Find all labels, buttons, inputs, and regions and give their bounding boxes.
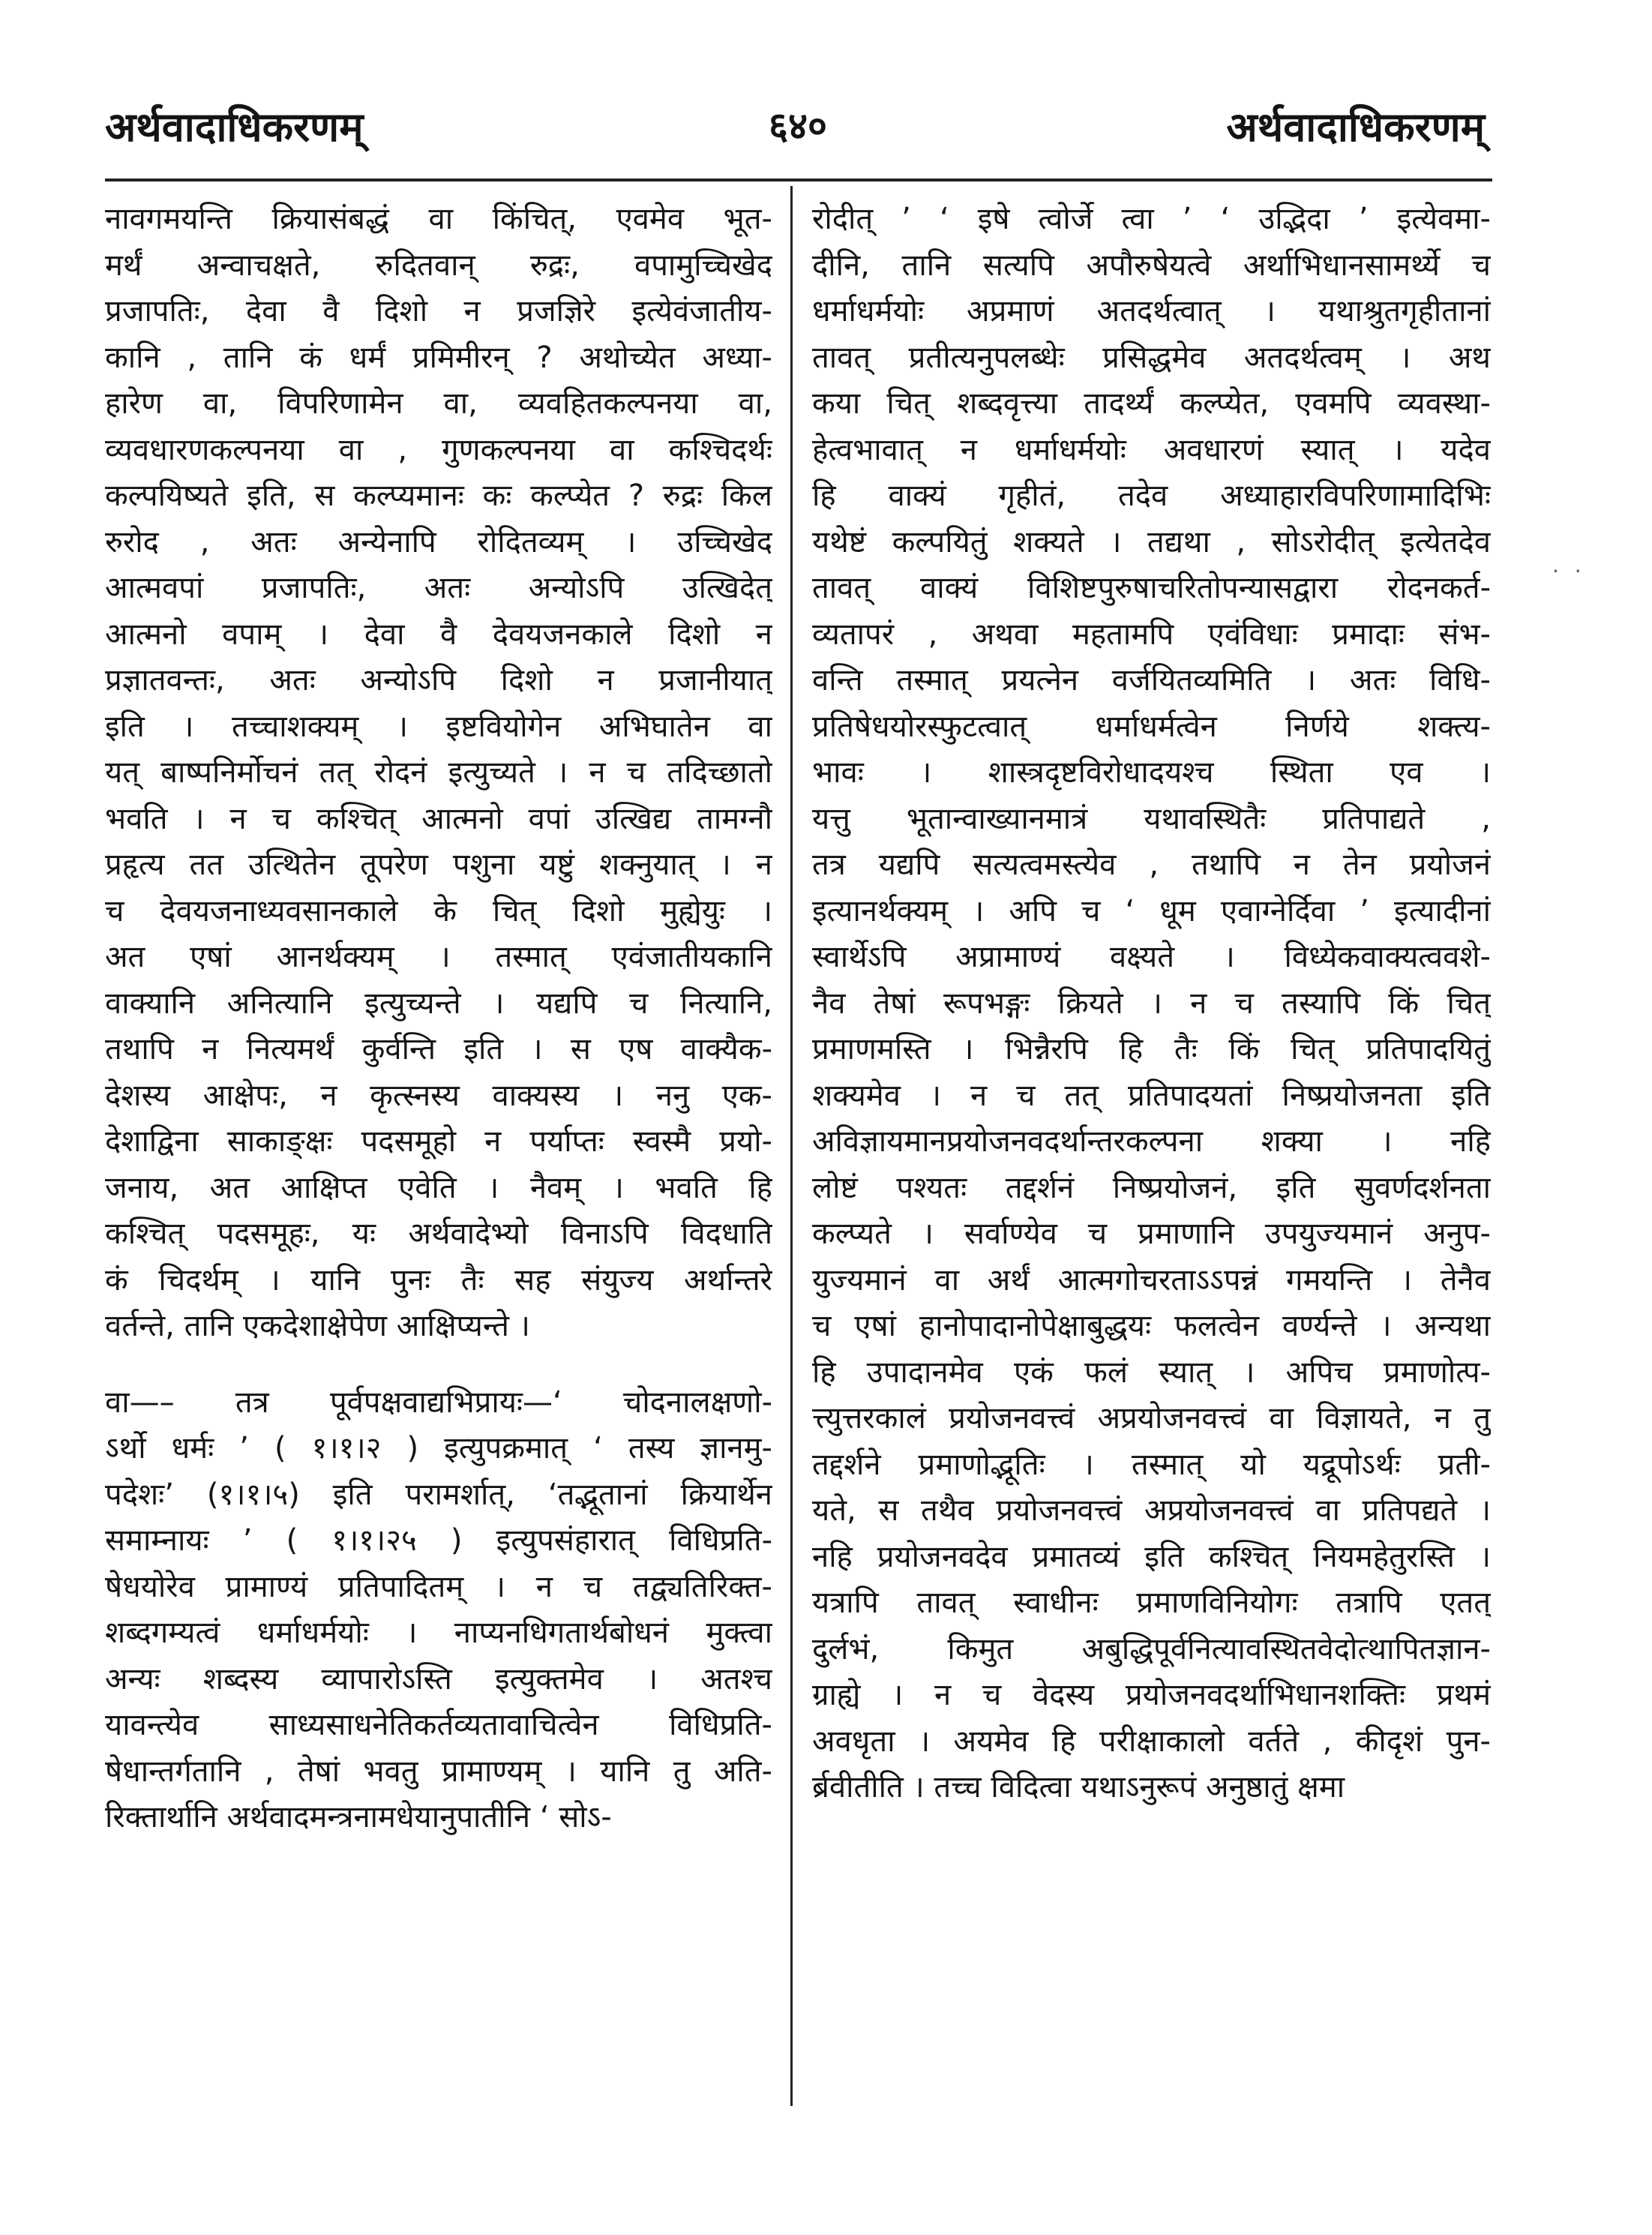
text-line: त्त्युत्तरकालं प्रयोजनवत्त्वं अप्रयोजनवत्त्वं वा विज्ञायते, न तु	[812, 1401, 1491, 1436]
text-line: तद्दर्शने प्रमाणोद्भूतिः । तस्मात् यो यद्रूपोऽर्थः प्रती-	[812, 1447, 1491, 1482]
column-divider	[790, 186, 793, 2106]
text-line: नावगमयन्ति क्रियासंबद्धं वा किंचित्, एवमेव भूत-	[105, 202, 772, 236]
text-line: व्यतापरं , अथवा महतामपि एवंविधाः प्रमादाः संभ-	[812, 616, 1491, 652]
text-line: तावत् वाक्यं विशिष्टपुरुषाचरितोपन्यासद्वारा रोदनकर्त-	[812, 571, 1491, 605]
text-line: यत्रापि तावत् स्वाधीनः प्रमाणविनियोगः तत्रापि एतत्	[812, 1586, 1491, 1620]
text-line: प्रतिषेधयोरस्फुटत्वात् धर्माधर्मत्वेन निर्णये शक्त्य-	[812, 709, 1491, 744]
text-line: कल्प्यते । सर्वाण्येव च प्रमाणानि उपयुज्यमानं अनुप-	[812, 1216, 1491, 1251]
left-column	[105, 196, 772, 1841]
text-line: षेधान्तर्गतानि , तेषां भवतु प्रामाण्यम् । यानि तु अति-	[105, 1754, 772, 1789]
right-paragraph	[812, 196, 1491, 1811]
text-line: अन्यः शब्दस्य व्यापारोऽस्ति इत्युक्तमेव । अतश्च	[105, 1661, 772, 1696]
text-line: नहि प्रयोजनवदेव प्रमातव्यं इति कश्चित् नियमहेतुरस्ति ।	[812, 1539, 1491, 1574]
page-header	[105, 98, 1485, 158]
text-line: षेधयोरेव प्रामाण्यं प्रतिपादितम् । न च तद्व्यतिरिक्त-	[105, 1569, 772, 1604]
text-line: यथेष्टं कल्पयितुं शक्यते । तद्यथा , सोऽरोदीत् इत्येतदेव	[812, 524, 1491, 560]
text-line: यत्तु भूतान्वाख्यानमात्रं यथावस्थितैः प्रतिपाद्यते ,	[812, 801, 1491, 836]
text-line: र्ब्रवीतीति । तच्च विदित्वा यथाऽनुरूपं अनुष्ठातुं क्षमा	[812, 1770, 1345, 1804]
text-line: यावन्त्येव साध्यसाधनेतिकर्तव्यतावाचित्वेन विधिप्रति-	[105, 1708, 772, 1742]
text-line: वा—– तत्र पूर्वपक्षवाद्यभिप्रायः—‘ चोदनालक्षणो-	[105, 1384, 772, 1420]
text-line: रोदीत् ’ ‘ इषे त्वोर्जे त्वा ’ ‘ उद्भिदा ’ इत्येवमा-	[812, 202, 1491, 236]
paragraph-gap	[105, 1350, 772, 1380]
text-line: स्वार्थेऽपि अप्रामाण्यं वक्ष्यते । विध्येकवाक्यत्ववशे-	[812, 940, 1491, 974]
header-rule	[105, 178, 1492, 182]
text-line: देशस्य आक्षेपः, न कृत्स्नस्य वाक्यस्य । ननु एक-	[105, 1078, 772, 1113]
text-line: नैव तेषां रूपभङ्गः क्रियते । न च तस्यापि किं चित्	[812, 986, 1491, 1021]
text-line: च एषां हानोपादानोपेक्षाबुद्धयः फलत्वेन वर्ण्यन्ते । अन्यथा	[812, 1309, 1491, 1343]
text-line: दुर्लभं, किमुत अबुद्धिपूर्वनित्यावस्थितवेदोत्थापितज्ञान-	[812, 1631, 1491, 1666]
text-line: कश्चित् पदसमूहः, यः अर्थवादेभ्यो विनाऽपि विदधाति	[105, 1216, 772, 1251]
text-line: शक्यमेव । न च तत् प्रतिपादयतां निष्प्रयोजनता इति	[812, 1078, 1491, 1113]
text-line: हारेण वा, विपरिणामेन वा, व्यवहितकल्पनया वा,	[105, 386, 772, 421]
text-line: कं चिदर्थम् । यानि पुनः तैः सह संयुज्य अर्थान्तरे	[105, 1262, 772, 1298]
text-line: इति । तच्चाशक्यम् । इष्टवियोगेन अभिघातेन वा	[105, 709, 772, 744]
text-line: कया चित् शब्दवृत्त्या तादर्थ्यं कल्प्येत, एवमपि व्यवस्था-	[812, 386, 1491, 421]
text-line: तावत् प्रतीत्यनुपलब्धेः प्रसिद्धमेव अतदर्थत्वम् । अथ	[812, 340, 1491, 375]
text-line: अविज्ञायमानप्रयोजनवदर्थान्तरकल्पना शक्या । नहि	[812, 1124, 1491, 1159]
left-paragraph-1	[105, 196, 772, 1350]
text-line: समाम्नायः ’ ( १।१।२५ ) इत्युपसंहारात् विधिप्रति-	[105, 1523, 772, 1558]
right-column	[812, 196, 1491, 1811]
text-line: तथापि न नित्यमर्थं कुर्वन्ति इति । स एष वाक्यैक-	[105, 1032, 772, 1066]
text-line: यते, स तथैव प्रयोजनवत्त्वं अप्रयोजनवत्त्वं वा प्रतिपद्यते ।	[812, 1493, 1491, 1528]
text-line: लोष्टं पश्यतः तद्दर्शनं निष्प्रयोजनं, इति सुवर्णदर्शनता	[812, 1170, 1491, 1205]
text-line: प्रजापतिः, देवा वै दिशो न प्रजज्ञिरे इत्येवंजातीय-	[105, 294, 772, 328]
text-line: पदेशः’ (१।१।५) इति परामर्शात्, ‘तद्भूतानां क्रियार्थेन	[105, 1477, 772, 1512]
text-line: अवधृता । अयमेव हि परीक्षाकालो वर्तते , कीदृशं पुन-	[812, 1724, 1491, 1759]
text-line: वर्तन्ते, तानि एकदेशाक्षेपेण आक्षिप्यन्ते ।	[105, 1309, 530, 1343]
text-line: कानि , तानि कं धर्मं प्रमिमीरन् ? अथोच्येत अध्या-	[105, 340, 772, 375]
text-line: दीनि, तानि सत्यपि अपौरुषेयत्वे अर्थाभिधानसामर्थ्ये च	[812, 248, 1491, 283]
text-line: प्रहृत्य तत उत्थितेन तूपरेण पशुना यष्टुं शक्नुयात् । न	[105, 848, 772, 882]
text-line: आत्मनो वपाम् । देवा वै देवयजनकाले दिशो न	[105, 616, 772, 652]
text-line: भावः । शास्त्रदृष्टविरोधादयश्च स्थिता एव ।	[812, 755, 1491, 790]
text-line: रिक्तार्थानि अर्थवादमन्त्रनामधेयानुपातीनि ‘ सोऽ-	[105, 1800, 612, 1834]
text-line: तत्र यद्यपि सत्यत्वमस्त्येव , तथापि न तेन प्रयोजनं	[812, 848, 1491, 882]
page-speck: · ·	[1552, 559, 1586, 584]
text-line: हि उपादानमेव एकं फलं स्यात् । अपिच प्रमाणोत्प-	[812, 1354, 1491, 1390]
text-line: हेत्वभावात् न धर्माधर्मयोः अवधारणं स्यात् । यदेव	[812, 432, 1491, 467]
text-line: ग्राह्ये । न च वेदस्य प्रयोजनवदर्थाभिधानशक्तिः प्रथमं	[812, 1678, 1491, 1712]
text-line: कल्पयिष्यते इति, स कल्प्यमानः कः कल्प्येत ? रुद्रः किल	[105, 478, 772, 513]
text-line: युज्यमानं वा अर्थं आत्मगोचरताऽऽपन्नं गमयन्ति । तेनैव	[812, 1262, 1491, 1298]
text-line: वाक्यानि अनित्यानि इत्युच्यन्ते । यद्यपि च नित्यानि,	[105, 986, 772, 1021]
text-line: जनाय, अत आक्षिप्त एवेति । नैवम् । भवति हि	[105, 1170, 772, 1205]
text-line: आत्मवपां प्रजापतिः, अतः अन्योऽपि उत्खिदेत्	[105, 571, 772, 605]
running-title-right: अर्थवादाधिकरणम्	[1226, 104, 1485, 151]
text-line: इत्यानर्थक्यम् । अपि च ‘ धूम एवाग्नेर्दिवा ’ इत्यादीनां	[812, 893, 1491, 928]
text-line: भवति । न च कश्चित् आत्मनो वपां उत्खिद्य तामग्नौ	[105, 801, 772, 836]
text-line: देशाद्विना साकाङ्क्षः पदसमूहो न पर्याप्तः स्वस्मै प्रयो-	[105, 1124, 772, 1159]
text-line: यत् बाष्पनिर्मोचनं तत् रोदनं इत्युच्यते । न च तदिच्छातो	[105, 755, 772, 790]
text-line: अत एषां आनर्थक्यम् । तस्मात् एवंजातीयकानि	[105, 940, 772, 974]
page-number: ६४०	[769, 104, 827, 148]
text-line: धर्माधर्मयोः अप्रमाणं अतदर्थत्वात् । यथाश्रुतगृहीतानां	[812, 294, 1491, 328]
text-line: शब्दगम्यत्वं धर्माधर्मयोः । नाप्यनधिगतार्थबोधनं मुक्त्वा	[105, 1616, 772, 1650]
text-line: हि वाक्यं गृहीतं, तदेव अध्याहारविपरिणामादिभिः	[812, 478, 1491, 513]
text-line: प्रज्ञातवन्तः, अतः अन्योऽपि दिशो न प्रजानीयात्	[105, 663, 772, 698]
text-line: ऽर्थो धर्मः ’ ( १।१।२ ) इत्युपक्रमात् ‘ तस्य ज्ञानमु-	[105, 1431, 772, 1466]
text-line: रुरोद , अतः अन्येनापि रोदितव्यम् । उच्चिखेद	[105, 524, 772, 560]
text-line: प्रमाणमस्ति । भिन्नैरपि हि तैः किं चित् प्रतिपादयितुं	[812, 1032, 1491, 1066]
text-line: मर्थं अन्वाचक्षते, रुदितवान् रुद्रः, वपामुच्चिखेद	[105, 248, 772, 283]
left-paragraph-2	[105, 1380, 772, 1841]
text-line: व्यवधारणकल्पनया वा , गुणकल्पनया वा कश्चिदर्थः	[105, 432, 772, 467]
text-line: वन्ति तस्मात् प्रयत्नेन वर्जयितव्यमिति । अतः विधि-	[812, 663, 1491, 698]
text-line: च देवयजनाध्यवसानकाले के चित् दिशो मुह्येयुः ।	[105, 893, 772, 928]
running-title-left: अर्थवादाधिकरणम्	[105, 104, 364, 151]
